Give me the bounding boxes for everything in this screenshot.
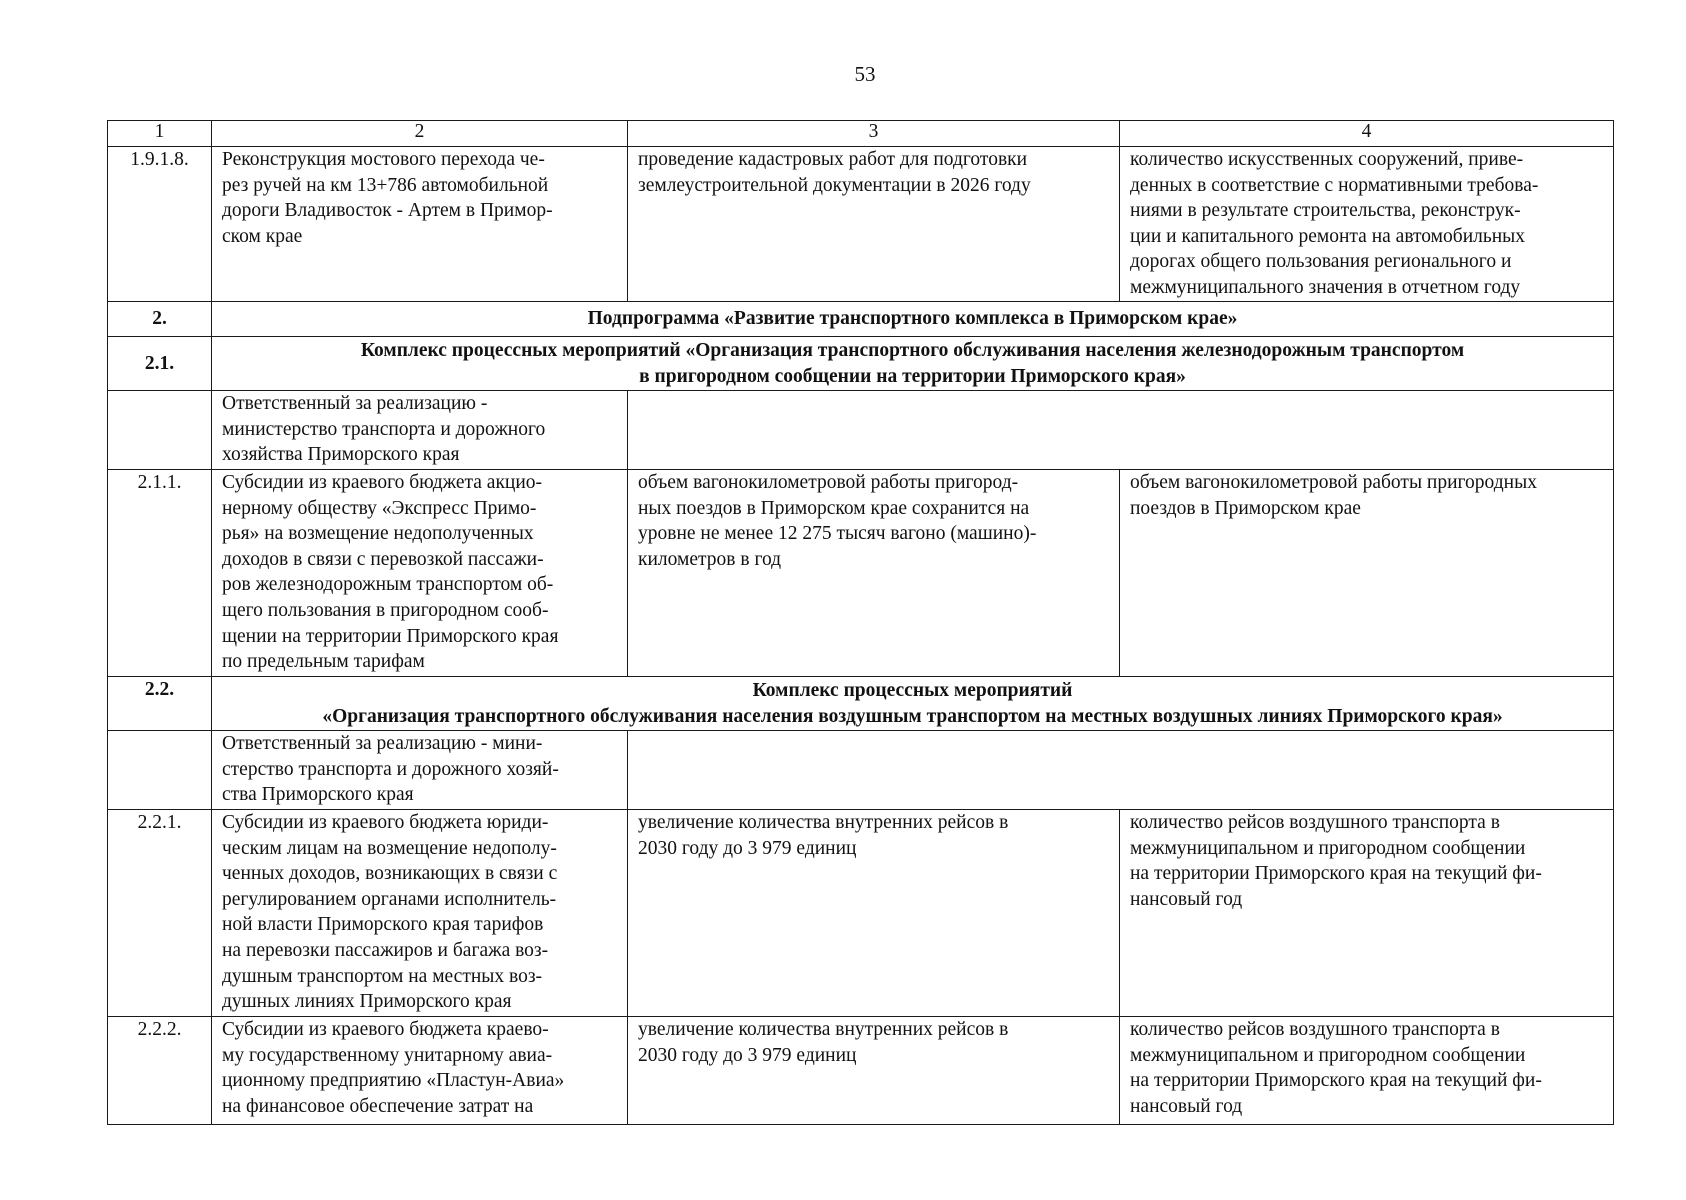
row-number: 2.2.2. [108, 1017, 212, 1125]
expected-result: увеличение количества внутренних рейсов в 2030 году до 3 979 единиц [628, 1017, 1120, 1125]
column-header-4: 4 [1120, 121, 1614, 147]
section-title: Подпрограмма «Развитие транспортного комплекса в Приморском крае» [212, 302, 1614, 337]
row-number: 1.9.1.8. [108, 147, 212, 302]
table-row [108, 810, 1614, 1017]
empty-cell [628, 731, 1614, 810]
table-header-row [108, 121, 1614, 147]
responsible-row [108, 731, 1614, 810]
responsible-executor: Ответственный за реализацию - министерство транспорта и дорожного хозяйства Приморского края [212, 391, 628, 470]
section-row [108, 677, 1614, 731]
responsible-row [108, 391, 1614, 470]
row-number: 2.1.1. [108, 470, 212, 677]
measure-name: Субсидии из краевого бюджета юриди- ческим лицам на возмещение недополу- ченных доходов, возникающих в связи с регулированием органами исполнитель- ной власти Приморского края тарифов на перевозки пассажиров и багажа воз- душным транспортом на местных воз- душных линиях Приморского края [212, 810, 628, 1017]
table-row [108, 470, 1614, 677]
column-header-1: 1 [108, 121, 212, 147]
measure-name: Субсидии из краевого бюджета акцио- нерному обществу «Экспресс Примо- рья» на возмещение недополученных доходов в связи с перевозкой пассажи- ров железнодорожным транспортом об- щего пользования в пригородном сооб- щении на территории Приморского края по предельным тарифам [212, 470, 628, 677]
empty-cell [628, 391, 1614, 470]
row-number [108, 731, 212, 810]
indicator: объем вагонокилометровой работы пригородных поездов в Приморском крае [1120, 470, 1614, 677]
measure-name: Реконструкция мостового перехода че- рез ручей на км 13+786 автомобильной дороги Владивосток - Артем в Примор- ском крае [212, 147, 628, 302]
column-header-3: 3 [628, 121, 1120, 147]
section-row [108, 302, 1614, 337]
activities-table [107, 120, 1614, 1125]
section-title: Комплекс процессных мероприятий «Организация транспортного обслуживания населения железнодорожным транспортом в пригородном сообщении на территории Приморского края» [212, 337, 1614, 391]
indicator: количество рейсов воздушного транспорта в межмуниципальном и пригородном сообщении на территории Приморского края на текущий фи- нансовый год [1120, 810, 1614, 1017]
table-row [108, 1017, 1614, 1125]
expected-result: объем вагонокилометровой работы пригород- ных поездов в Приморском крае сохранится на уровне не менее 12 275 тысяч вагоно (машино)- километров в год [628, 470, 1120, 677]
expected-result: увеличение количества внутренних рейсов в 2030 году до 3 979 единиц [628, 810, 1120, 1017]
indicator: количество искусственных сооружений, приве- денных в соответствие с нормативными требова- ниями в результате строительства, реконструк- ции и капитального ремонта на автомобильных дорогах общего пользования регионального и межмуниципального значения в отчетном году [1120, 147, 1614, 302]
section-number: 2.2. [108, 677, 212, 731]
expected-result: проведение кадастровых работ для подготовки землеустроительной документации в 2026 году [628, 147, 1120, 302]
section-row [108, 337, 1614, 391]
section-number: 2.1. [108, 337, 212, 391]
section-number: 2. [108, 302, 212, 337]
column-header-2: 2 [212, 121, 628, 147]
section-title: Комплекс процессных мероприятий «Организация транспортного обслуживания населения воздушным транспортом на местных воздушных линиях Приморского края» [212, 677, 1614, 731]
responsible-executor: Ответственный за реализацию - мини- стерство транспорта и дорожного хозяй- ства Приморского края [212, 731, 628, 810]
row-number [108, 391, 212, 470]
row-number: 2.2.1. [108, 810, 212, 1017]
indicator: количество рейсов воздушного транспорта в межмуниципальном и пригородном сообщении на территории Приморского края на текущий фи- нансовый год [1120, 1017, 1614, 1125]
measure-name: Субсидии из краевого бюджета краево- му государственному унитарному авиа- ционному предприятию «Пластун-Авиа» на финансовое обеспечение затрат на [212, 1017, 628, 1125]
table-row [108, 147, 1614, 302]
page-number: 53 [854, 62, 876, 86]
